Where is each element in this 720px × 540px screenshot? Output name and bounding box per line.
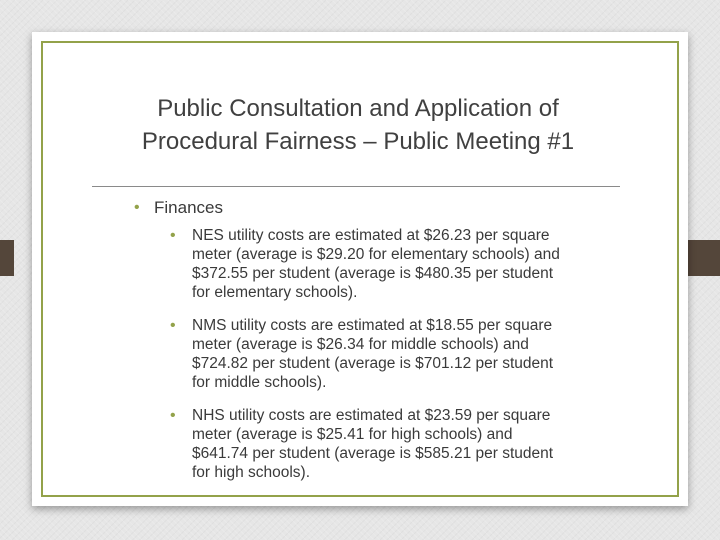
sub-bullet-line: NES utility costs are estimated at $26.23 per square (192, 227, 550, 244)
sub-bullet-line: for middle schools). (192, 374, 327, 391)
sub-bullet-line: NHS utility costs are estimated at $23.59 per square (192, 407, 551, 424)
slide (32, 32, 688, 506)
bullet-finances (134, 198, 654, 218)
sub-bullet-line: meter (average is $25.41 for high schools) and (192, 426, 513, 443)
slide-title (62, 92, 654, 158)
bullet-dot-icon: • (170, 317, 176, 334)
sub-bullet-nes (134, 226, 654, 302)
sub-bullet-line: for elementary schools). (192, 284, 358, 301)
sub-bullet-line: NMS utility costs are estimated at $18.55 per square (192, 317, 553, 334)
bullet-dot-icon: • (134, 199, 140, 216)
slide-content (134, 198, 654, 496)
bullet-dot-icon: • (170, 407, 176, 424)
sub-bullet-line: meter (average is $26.34 for middle schools) and (192, 336, 529, 353)
sub-bullet-line: $372.55 per student (average is $480.35 per student (192, 265, 554, 282)
bullet-text: Finances (154, 198, 223, 217)
sub-bullet-line: $641.74 per student (average is $585.21 per student (192, 445, 554, 462)
sub-bullet-nhs (134, 406, 654, 482)
bullet-dot-icon: • (170, 227, 176, 244)
sub-bullet-line: for high schools). (192, 464, 311, 481)
left-decor-tab (0, 240, 14, 276)
sub-bullet-nms (134, 316, 654, 392)
sub-bullet-line: $724.82 per student (average is $701.12 per student (192, 355, 554, 372)
title-divider (92, 186, 620, 187)
sub-bullet-line: meter (average is $29.20 for elementary schools) and (192, 246, 560, 263)
title-line-2: Procedural Fairness – Public Meeting #1 (141, 128, 575, 155)
title-line-1: Public Consultation and Application of (157, 95, 559, 122)
right-decor-tab (686, 240, 720, 276)
